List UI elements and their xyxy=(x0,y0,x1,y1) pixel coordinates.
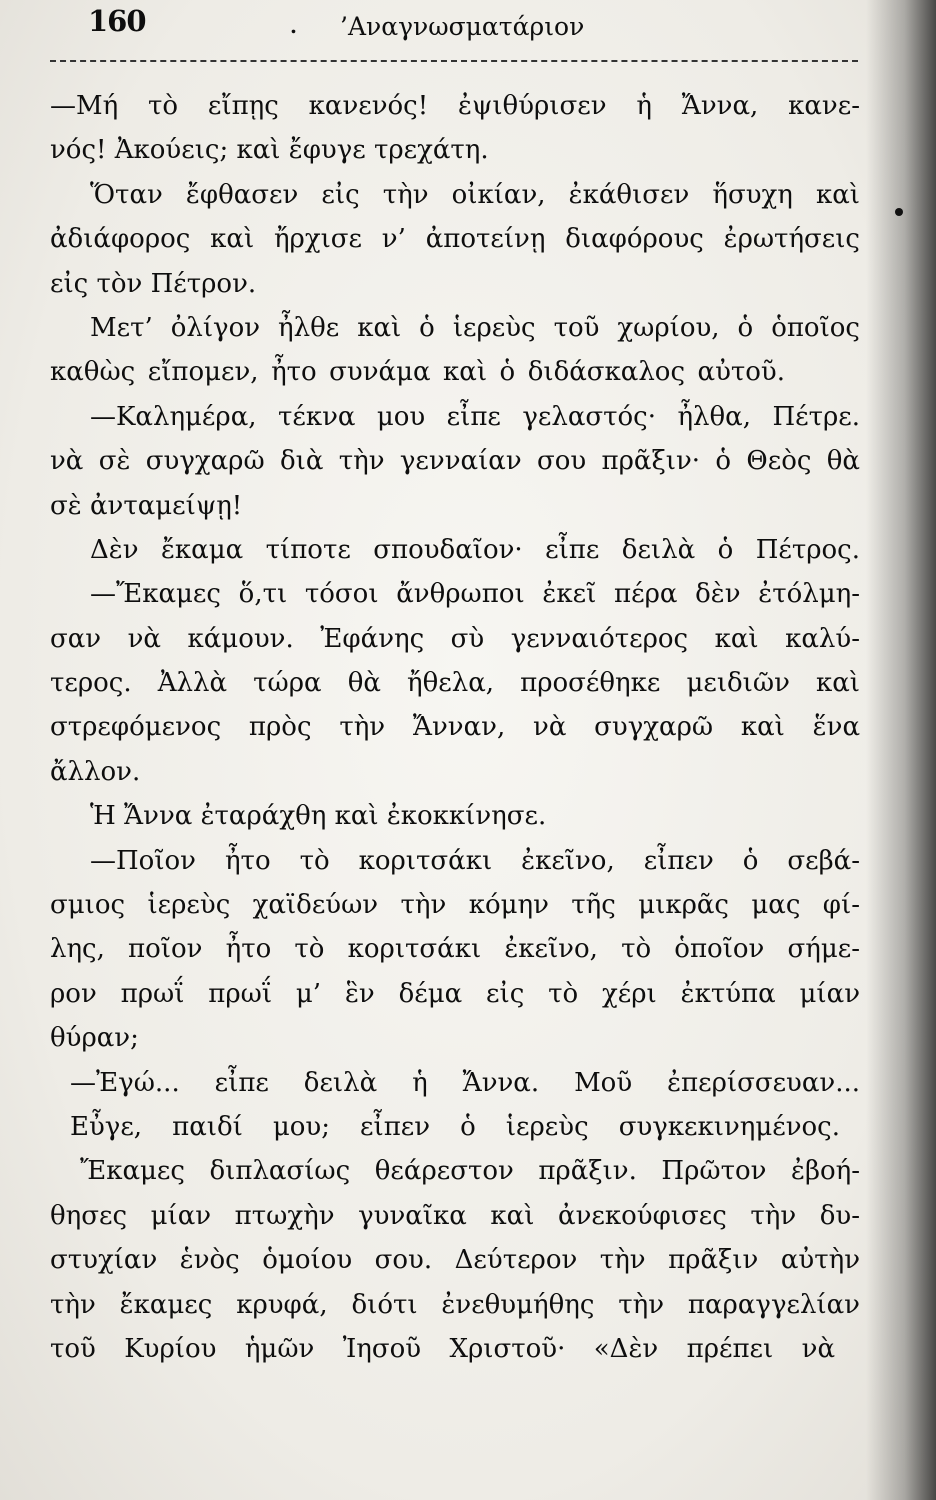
margin-ink-dot xyxy=(895,208,903,216)
text-line: θησες μίαν πτωχὴν γυναῖκα καὶ ἀνεκούφισες τὴν δυ- xyxy=(50,1200,860,1231)
text-line: στυχίαν ἑνὸς ὁμοίου σου. Δεύτερον τὴν πρᾶξιν αὐτὴν xyxy=(50,1245,860,1276)
text-line: Ἡ Ἄννα ἐταράχθη καὶ ἐκοκκίνησε. xyxy=(90,801,547,832)
text-line: σὲ ἀνταμείψῃ! xyxy=(50,490,243,521)
header-rule xyxy=(50,60,858,62)
text-line: ἀδιάφορος καὶ ἤρχισε ν’ ἀποτείνῃ διαφόρους ἐρωτήσεις xyxy=(50,224,860,255)
text-line: ἄλλον. xyxy=(50,756,141,787)
page-header xyxy=(60,2,860,52)
page-number: 160 xyxy=(88,4,146,38)
text-line: ρον πρωΐ πρωΐ μ’ ἓν δέμα εἰς τὸ χέρι ἐκτύπα μίαν xyxy=(50,978,860,1009)
text-line: τερος. Ἀλλὰ τώρα θὰ ἤθελα, προσέθηκε μειδιῶν καὶ xyxy=(50,668,860,699)
text-line: Ὅταν ἔφθασεν εἰς τὴν οἰκίαν, ἐκάθισεν ἥσυχη καὶ xyxy=(90,179,860,210)
text-line: —Μή τὸ εἴπῃς κανενός! ἐψιθύρισεν ἡ Ἄννα, κανε- xyxy=(50,91,860,121)
text-line: Μετ’ ὀλίγον ἦλθε καὶ ὁ ἱερεὺς τοῦ χωρίου, ὁ ὁποῖος xyxy=(90,312,860,343)
text-line: Εὖγε, παιδί μου; εἶπεν ὁ ἱερεὺς συγκεκινημένος. xyxy=(70,1111,840,1142)
text-line: καθὼς εἴπομεν, ἦτο συνάμα καὶ ὁ διδάσκαλος αὐτοῦ. xyxy=(50,357,785,388)
body-text xyxy=(50,84,860,1371)
text-line: —Ἔκαμες ὅ,τι τόσοι ἄνθρωποι ἐκεῖ πέρα δὲν ἐτόλμη- xyxy=(90,579,860,610)
text-line: Ἔκαμες διπλασίως θεάρεστον πρᾶξιν. Πρῶτον ἐβοή- xyxy=(80,1156,860,1187)
text-line: —Ἐγώ... εἶπε δειλὰ ἡ Ἄννα. Μοῦ ἐπερίσσευαν... xyxy=(70,1067,860,1098)
text-line: σαν νὰ κάμουν. Ἐφάνης σὺ γενναιότερος καὶ καλύ- xyxy=(50,623,860,654)
text-line: εἰς τὸν Πέτρον. xyxy=(50,268,257,299)
text-line: νὰ σὲ συγχαρῶ διὰ τὴν γενναίαν σου πρᾶξιν· ὁ Θεὸς θὰ xyxy=(50,446,860,477)
running-head: ’Αναγνωσματάριον xyxy=(340,12,585,41)
text-line: —Καλημέρα, τέκνα μου εἶπε γελαστός· ἦλθα, Πέτρε. xyxy=(90,401,860,432)
text-line: τὴν ἔκαμες κρυφά, διότι ἐνεθυμήθης τὴν παραγγελίαν xyxy=(50,1289,860,1320)
text-line: στρεφόμενος πρὸς τὴν Ἄνναν, νὰ συγχαρῶ καὶ ἕνα xyxy=(50,712,860,743)
text-line: θύραν; xyxy=(50,1023,139,1054)
text-line: —Ποῖον ἦτο τὸ κοριτσάκι ἐκεῖνο, εἶπεν ὁ σεβά- xyxy=(90,845,860,876)
text-line: λης, ποῖον ἦτο τὸ κοριτσάκι ἐκεῖνο, τὸ ὁποῖον σήμε- xyxy=(50,934,860,965)
text-line: νός! Ἀκούεις; καὶ ἔφυγε τρεχάτη. xyxy=(50,135,489,166)
text-line: Δὲν ἔκαμα τίποτε σπουδαῖον· εἶπε δειλὰ ὁ Πέτρος. xyxy=(90,534,860,565)
header-separator: . xyxy=(290,14,297,38)
text-line: σμιος ἱερεὺς χαϊδεύων τὴν κόμην τῆς μικρᾶς μας φί- xyxy=(50,890,860,921)
text-line: τοῦ Κυρίου ἡμῶν Ἰησοῦ Χριστοῦ· «Δὲν πρέπει νὰ xyxy=(50,1333,835,1364)
page-edge-shadow xyxy=(866,0,936,1500)
